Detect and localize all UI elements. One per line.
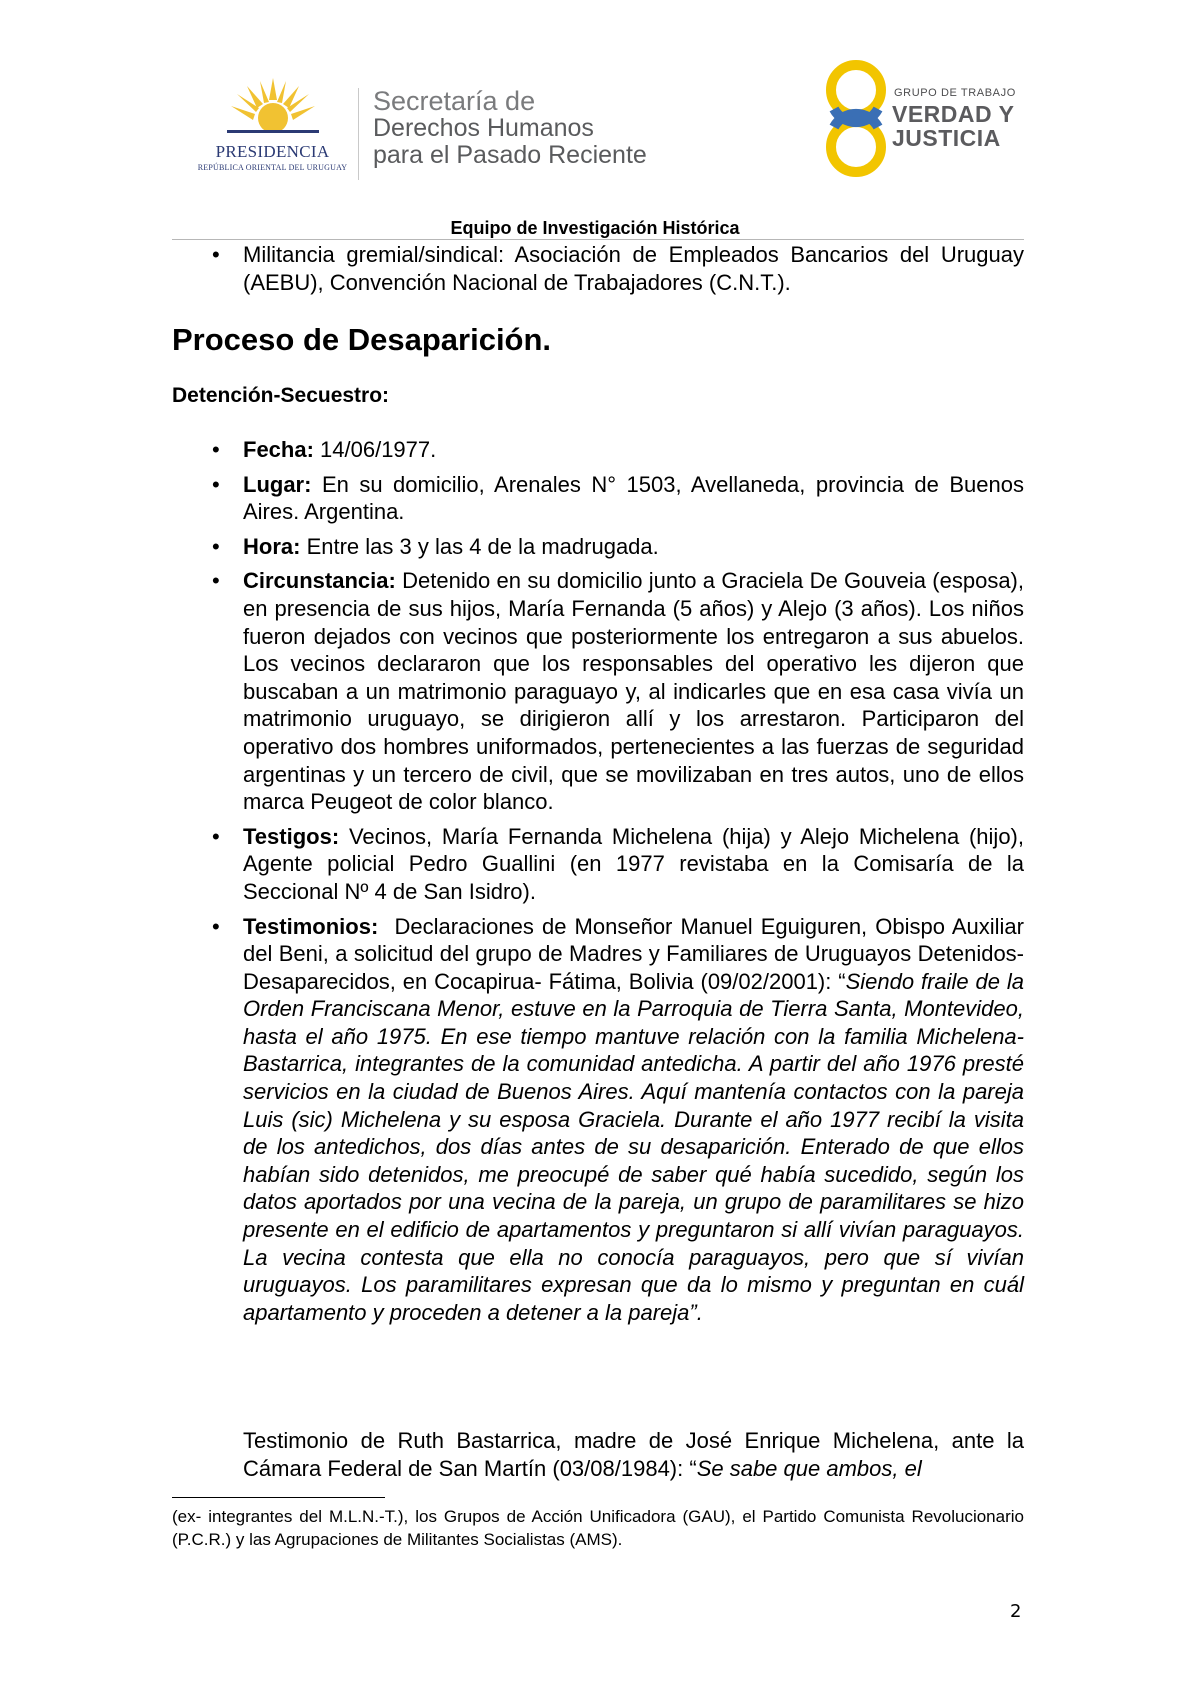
testimonios-quote: Siendo fraile de la Orden Franciscana Menor, estuve en la Parroquia de Tierra Santa, Montevideo, hasta el año 1975. En ese tiempo mantuve relación con la familia Michelena-Bastarrica, integrantes de la comunidad antedicha. A partir del año 1976 presté servicios en la ciudad de Buenos Aires. Aquí mantenía contactos con la pareja Luis (sic) Michelena y su esposa Graciela. Durante el año 1977 recibí la visita de los antedichos, dos días antes de su desaparición. Enterado de que ellos habían sido detenidos, me preocupé de saber qué había sucedido, según los datos aportados por una vecina de la pareja, un grupo de paramilitares se hizo presente en el edificio de apartamentos y preguntaron si allí vivían paraguayos. La vecina contesta que ella no conocía paraguayos, pero que sí vivían uruguayos. Los paramilitares expresan que da lo mismo y preguntan en cuál apartamento y proceden a detener a la pareja”. [243, 968, 1024, 1325]
bullet-icon: • [212, 242, 220, 267]
presidencia-subtitle: REPÚBLICA ORIENTAL DEL URUGUAY [197, 163, 348, 172]
testimonios-label: Testimonios: [243, 913, 379, 939]
rings-icon [820, 57, 892, 182]
item-label: Lugar: [243, 471, 312, 497]
section-title: Proceso de Desaparición. [172, 322, 552, 357]
vyj-small-text: GRUPO DE TRABAJO [894, 87, 1016, 99]
item-text: 14/06/1977. [313, 437, 437, 462]
item-text: En su domicilio, Arenales N° 1503, Avellaneda, provincia de Buenos Aires. Argentina. [243, 471, 1024, 525]
secretaria-line-1: Secretaría de [373, 86, 536, 116]
item-text: Entre las 3 y las 4 de la madrugada. [300, 533, 659, 559]
list-item [172, 567, 1024, 815]
detention-list [172, 436, 1031, 1333]
ruth-text: Testimonio de Ruth Bastarrica, madre de José Enrique Michelena, ante la Cámara Federal de San Martín (03/08/1984): “ [243, 1428, 1024, 1481]
header-divider [358, 88, 359, 180]
secretaria-line-3: para el Pasado Reciente [373, 141, 647, 169]
presidencia-title: PRESIDENCIA [215, 142, 330, 161]
vyj-line-2: JUSTICIA [892, 125, 1001, 151]
bullet-icon: • [212, 471, 220, 497]
footnote: (ex- integrantes del M.L.N.-T.), los Grupos de Acción Unificadora (GAU), el Partido Comunista Revolucionario (P.C.R.) y las Agrupaciones de Militantes Socialistas (AMS). [172, 1507, 1024, 1549]
testimonios-intro: Declaraciones de Monseñor Manuel Eguiguren, Obispo Auxiliar del Beni, a solicitud del grupo de Madres y Familiares de Uruguayos Detenidos-Desaparecidos, en Cocapirua- Fátima, Bolivia (09/02/2001): “ [243, 913, 1031, 994]
item-text: Detenido en su domicilio junto a Graciela De Gouveia (esposa), en presencia de sus hijos, María Fernanda (5 años) y Alejo (3 años). Los niños fueron dejados con vecinos que posteriormente los entregaron a sus abuelos. Los vecinos declararon que los responsables del operativo les dijeron que buscaban a un matrimonio paraguayo y, al indicarles que en esa casa vivía un matrimonio uruguayo, se dirigieron allí y los arrestaron. Participaron del operativo dos hombres uniformados, pertenecientes a las fuerzas de seguridad argentinas y un tercero de civil, que se movilizaban en tres autos, uno de ellos marca Peugeot de color blanco. [243, 568, 1024, 815]
ruth-quote: Se sabe que ambos, el [696, 1455, 922, 1481]
item-label: Testigos: [243, 823, 340, 849]
secretaria-line-2: Derechos Humanos [373, 114, 594, 142]
subsection-title: Detención-Secuestro: [172, 384, 390, 407]
list-item [172, 241, 1024, 296]
bullet-icon: • [212, 913, 220, 939]
bullet-icon: • [212, 437, 220, 462]
secretaria-logo [373, 88, 647, 169]
item-label: Fecha: [243, 437, 314, 462]
bullet-icon: • [212, 568, 220, 594]
item-label: Circunstancia: [243, 568, 396, 594]
ruth-paragraph [243, 1427, 1024, 1482]
intro-bullet-text: Militancia gremial/sindical: Asociación de Empleados Bancarios del Uruguay (AEBU), Convención Nacional de Trabajadores (C.N.T.). [243, 242, 1024, 295]
bullet-icon: • [212, 533, 220, 559]
list-item [172, 533, 1024, 561]
footnote-rule [172, 1497, 385, 1498]
header-rule [172, 239, 1024, 240]
team-heading: Equipo de Investigación Histórica [450, 218, 740, 238]
list-item [172, 471, 1024, 526]
vyj-line-1: VERDAD Y [892, 101, 1015, 127]
intro-list [172, 241, 1024, 296]
list-item [172, 436, 1024, 464]
presidencia-logo [195, 78, 350, 178]
item-text: Vecinos, María Fernanda Michelena (hija) y Alejo Michelena (hijo), Agente policial Pedro Guallini (en 1977 revistaba en la Comisaría de la Seccional Nº 4 de San Isidro). [243, 823, 1024, 904]
verdad-justicia-logo [820, 57, 1030, 182]
bullet-icon: • [212, 823, 220, 849]
item-label: Hora: [243, 533, 301, 559]
list-item [172, 823, 1024, 906]
page-number: 2 [1010, 1601, 1022, 1622]
list-item [172, 913, 1031, 1327]
sun-icon [227, 78, 319, 142]
